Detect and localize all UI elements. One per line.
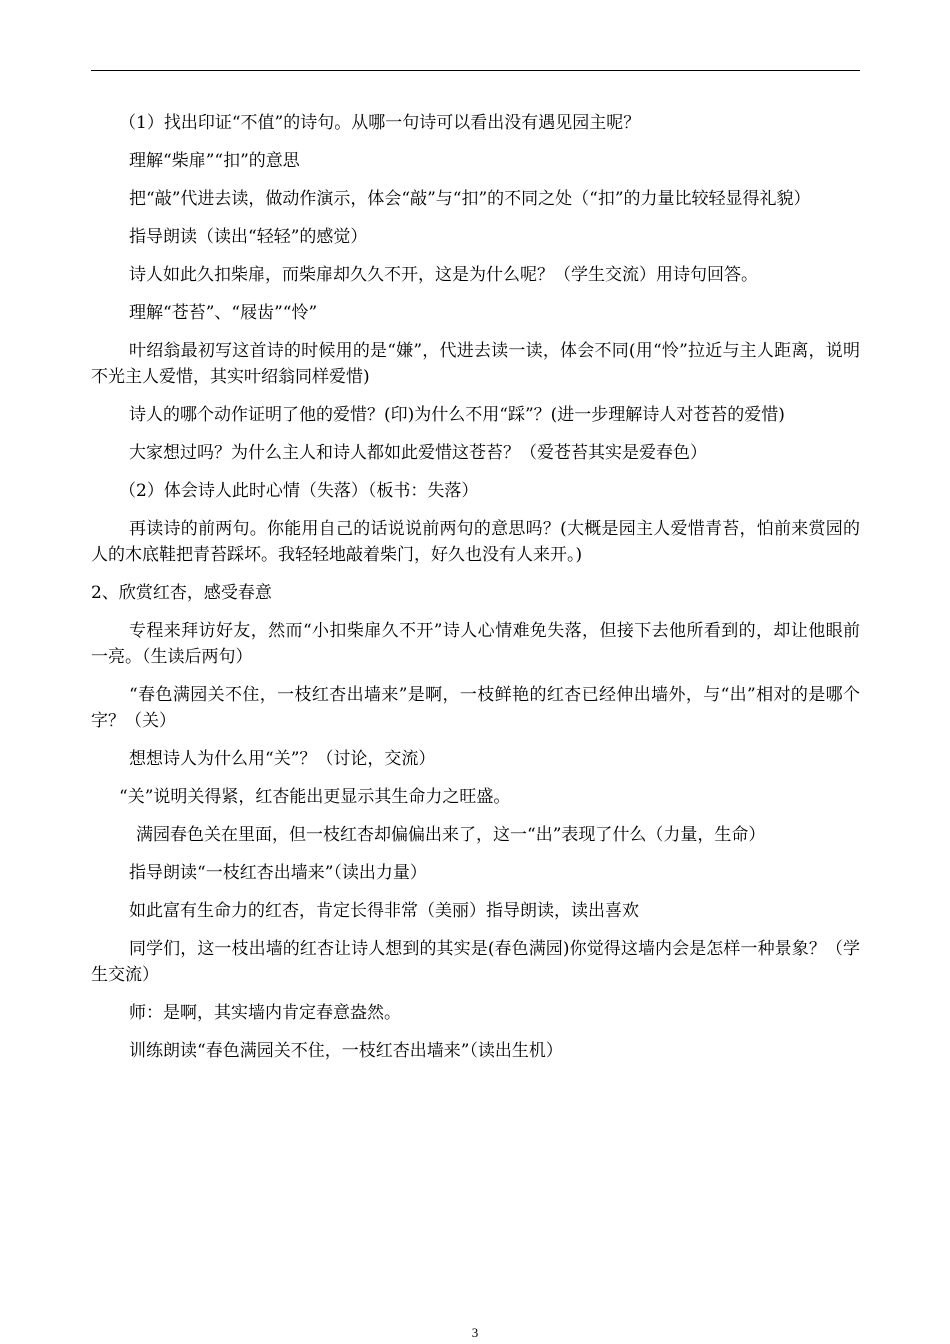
paragraph: 想想诗人为什么用“关”？（讨论，交流）: [129, 749, 436, 769]
paragraph: “关”说明关得紧，红杏能出更显示其生命力之旺盛。: [119, 787, 511, 807]
paragraph: 专程来拜访好友，然而“小扣柴扉久不开”诗人心情难免失落，但接下去他所看到的，却让他眼前一亮。（生读后两句）: [91, 621, 860, 667]
paragraph: 诗人的哪个动作证明了他的爱惜？(印)为什么不用“踩”？(进一步理解诗人对苍苔的爱惜): [129, 405, 785, 425]
paragraph: 指导朗读“一枝红杏出墙来”（读出力量）: [129, 863, 427, 883]
paragraph: （2）体会诗人此时心情（失落）（板书：失落）: [119, 481, 479, 501]
section-heading: 2、欣赏红杏，感受春意: [91, 583, 272, 603]
paragraph: 诗人如此久扣柴扉，而柴扉却久久不开，这是为什么呢？（学生交流）用诗句回答。: [129, 265, 758, 285]
paragraph: 再读诗的前两句。你能用自己的话说说前两句的意思吗？(大概是园主人爱惜青苔，怕前来赏园的人的木底鞋把青苔踩坏。我轻轻地敲着柴门，好久也没有人来开。): [91, 519, 860, 565]
paragraph: 同学们，这一枝出墙的红杏让诗人想到的其实是(春色满园)你觉得这墙内会是怎样一种景象？（学生交流）: [91, 939, 860, 985]
paragraph: 如此富有生命力的红杏，肯定长得非常（美丽）指导朗读，读出喜欢: [129, 901, 639, 921]
paragraph: （1）找出印证“不值”的诗句。从哪一句诗可以看出没有遇见园主呢？: [119, 113, 641, 133]
paragraph: 大家想过吗？为什么主人和诗人都如此爱惜这苍苔？（爱苍苔其实是爱春色）: [129, 443, 707, 463]
document-body: [91, 110, 860, 1076]
paragraph: 师：是啊，其实墙内肯定春意盎然。: [129, 1003, 401, 1023]
page-number: 3: [471, 1325, 479, 1340]
header-rule: [91, 70, 860, 71]
paragraph: 叶绍翁最初写这首诗的时候用的是“嫌”，代进去读一读，体会不同(用“怜”拉近与主人距离，说明不光主人爱惜，其实叶绍翁同样爱惜): [91, 341, 860, 387]
paragraph: 训练朗读“春色满园关不住，一枝红杏出墙来”（读出生机）: [129, 1041, 563, 1061]
paragraph: 把“敲”代进去读，做动作演示，体会“敲”与“扣”的不同之处（“扣”的力量比较轻显得礼貌）: [129, 189, 811, 209]
paragraph: 理解“苍苔”、“屐齿”“怜”: [129, 303, 318, 323]
paragraph: 指导朗读（读出“轻轻”的感觉）: [129, 227, 368, 247]
paragraph: “春色满园关不住，一枝红杏出墙来”是啊，一枝鲜艳的红杏已经伸出墙外，与“出”相对的是哪个字？（关）: [91, 685, 860, 731]
paragraph: 理解“柴扉”“扣”的意思: [129, 151, 300, 171]
paragraph: 满园春色关在里面，但一枝红杏却偏偏出来了，这一“出”表现了什么（力量，生命）: [136, 825, 766, 845]
